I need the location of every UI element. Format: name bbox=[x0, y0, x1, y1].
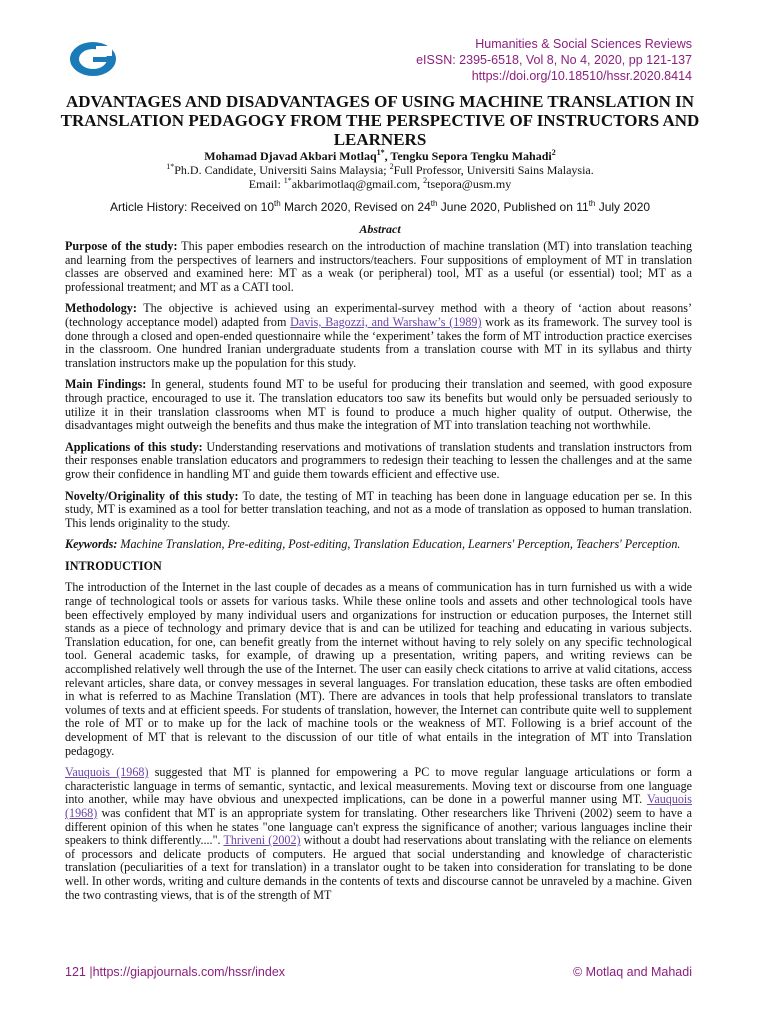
abstract-novelty: Novelty/Originality of this study: To date, the testing of MT in teaching has been done in language education per se. In this study, MT is examined as a tool for better translation teaching, and not as a mode of translation as opposed to human translation. This lends originality to the study. bbox=[65, 488, 693, 530]
footer-copyright: © Motlaq and Mahadi bbox=[572, 965, 692, 979]
abstract-findings: Main Findings: In general, students found MT to be useful for producing their translation and seemed, with good exposure through practice, encouraged to use it. The translation educators too saw its benefits but would only be persuaded seriously to utilize it in their translation classrooms when MT is found to produce a much higher quality of output. Otherwise, the disadvantages might outweigh the benefits and thus make the integration of MT into translation teaching not worthwhile. bbox=[65, 377, 692, 433]
introduction-paragraph: The introduction of the Internet in the last couple of decades as a means of communication has in turn furnished us with a wide range of technological tools or assets for various tasks. While these online tools and assets and other technological tools have been effectively employed by many individual users and organizations for instruction or education purposes, the Internet still stands as a piece of technology and primary device that is and can be utilized for teaching and educating in various subjects. Translation education, for one, can benefit greatly from the internet without having to rely solely on any specific technological tool. General academic tasks, for example, of drawing up a presentation, writing papers, and writing reviews can be accomplished relatively well through the use of the Internet. The user can easily check citations to arrive at valid citations, access relevant articles, share data, or convey messages in several languages. For translation education, these tasks are often embodied in what is referred to as Machine Translation (MT). There are advances in tools that help professional translators to translate volumes of texts and at efficient speeds. For students of translation, however, the Internet can contribute quite well to supplement the role of MT or to make up for the lack of machine tools or the weakness of MT. Following is a brief account of the development of MT that is relevant to the discussion of our title of what entails in the integration of MT into Translation pedagogy. bbox=[65, 580, 692, 758]
author-block bbox=[60, 149, 700, 191]
author-emails: Email: $^{1*}$akbarimotlaq@gmail.com, $^2$tsepora@usm.my bbox=[248, 176, 512, 191]
journal-header bbox=[416, 36, 692, 84]
abstract-methodology: Methodology: The objective is achieved using an experimental-survey method with a theory of ‘action about reasons’ (technology acceptance model) adapted from Davis, Bagozzi, and Warshaw’s (1989) work as its framework. The survey tool is done through a closed and open-ended questionnaire while the ‘experiment’ takes the form of MT introduction practice exercises in the classroom. One hundred Iranian undergraduate students from a translation course with MT in its syllabus and thirty translation instructors make up the population for this study. bbox=[65, 301, 692, 370]
citation-link[interactable]: Vauquois (1968) bbox=[65, 792, 692, 820]
page-footer bbox=[65, 965, 692, 979]
journal-doi-link[interactable]: https://doi.org/10.18510/hssr.2020.8414 bbox=[471, 69, 692, 83]
page-number: 121 bbox=[65, 965, 86, 979]
author-names: Mohamad Djavad Akbari Motlaq$^{1*}$, Tengku Sepora Tengku Mahadi$^2$ bbox=[204, 148, 556, 163]
journal-issn: eISSN: 2395-6518, Vol 8, No 4, 2020, pp 121-137 bbox=[416, 53, 692, 67]
email-link-2[interactable]: tsepora@usm.my bbox=[427, 177, 512, 191]
footer-left bbox=[65, 965, 285, 979]
abstract-heading: Abstract bbox=[359, 222, 401, 236]
paper-body bbox=[65, 240, 692, 910]
author-affiliations: $^{1*}$Ph.D. Candidate, Universiti Sains Malaysia; $^2$Full Professor, Universiti Sains Malaysia. bbox=[166, 162, 594, 177]
citation-link[interactable]: Thriveni (2002) bbox=[223, 833, 301, 848]
section-heading-introduction: INTRODUCTION bbox=[65, 558, 162, 573]
citation-link[interactable]: Davis, Bagozzi, and Warshaw’s (1989) bbox=[290, 314, 482, 329]
abstract-keywords: Keywords: Machine Translation, Pre-editing, Post-editing, Translation Education, Learners' Perception, Teachers' Perception. bbox=[65, 537, 681, 552]
citation-link[interactable]: Vauquois (1968) bbox=[65, 765, 149, 780]
journal-logo-icon bbox=[68, 40, 118, 78]
email-link-1[interactable]: akbarimotlaq@gmail.com, bbox=[291, 177, 424, 191]
article-history: Article History: Received on 10th March 2020, Revised on 24th June 2020, Published on 11th July 2020 bbox=[109, 199, 651, 214]
footer-url-link[interactable]: |https://giapjournals.com/hssr/index bbox=[85, 965, 286, 979]
introduction-paragraph: Vauquois (1968) suggested that MT is planned for empowering a PC to move regular language articulations or form a characteristic language in terms of semantic, syntactic, and lexical measurements. Moving text or discourse from one language into another, while may have obvious and unexpected implications, can be done in a powerful manner using MT. Vauquois (1968) was confident that MT is an appropriate system for translating. Other researchers like Thriveni (2002) seem to have a different opinion of this when he states "one language can't express the significance of another; various languages incline their speakers to think differently....". Thriveni (2002) without a doubt had reservations about translating with the reliance on elements of processors and delicate products of computers. He argued that social understanding and knowledge of characteristic translation (peculiarities of a text for translation) in a translator ought to be taken into consideration for translating to be done well. In other words, writing and culture demands in the contents of texts and discourse cannot be unraveled by a machine. Given the two contrasting views, that is of the strength of MT bbox=[65, 765, 692, 902]
abstract-purpose: Purpose of the study: This paper embodies research on the introduction of machine translation (MT) into translation teaching and learning from the perspectives of learners and instructors/teachers. Four suppositions of employment of MT in translation classes are observed and examined here: MT as a weak (or peripheral) tool, MT as a useful (or essential) tool; MT as a professional treatment; and MT as a CATI tool. bbox=[65, 239, 692, 294]
journal-name: Humanities & Social Sciences Reviews bbox=[475, 37, 692, 51]
paper-title: ADVANTAGES AND DISADVANTAGES OF USING MACHINE TRANSLATION IN TRANSLATION PEDAGOGY FROM THE PERSPECTIVE OF INSTRUCTORS AND LEARNERS bbox=[60, 92, 700, 149]
abstract-applications: Applications of this study: Understanding reservations and motivations of translation students and translation instructors from their responses enable translation educators and programmers to redesign their teaching to lessen the challenges and at the same grow their confidence in handling MT and guide them towards efficient and effective use. bbox=[65, 439, 692, 481]
